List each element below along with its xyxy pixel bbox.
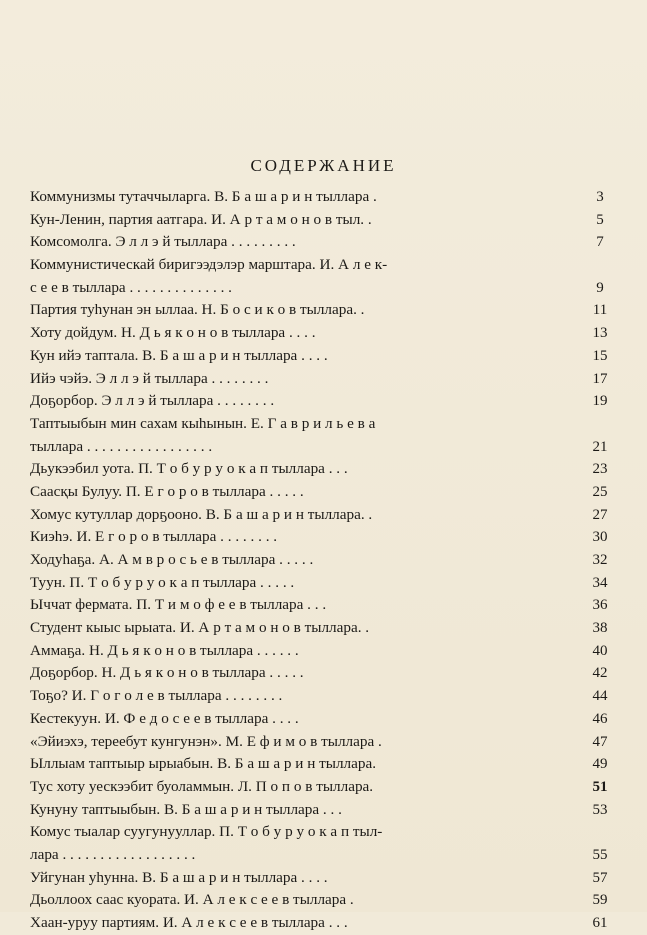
toc-entry: [30, 753, 620, 776]
toc-entry: [30, 277, 620, 300]
toc-entry-text: Аммаҕа. Н. Д ь я к о н о в тыллара . . . . . .: [30, 641, 299, 659]
toc-entry: [30, 776, 620, 799]
toc-entry-page: 51: [592, 778, 608, 795]
toc-entry: [30, 413, 620, 436]
toc-entry-page: 3: [596, 189, 604, 205]
toc-entry-text: лара . . . . . . . . . . . . . . . . . .: [30, 845, 196, 863]
toc-entry: [30, 322, 620, 345]
toc-entry-page: 17: [592, 370, 608, 387]
toc-entry-text: Киэhэ. И. Е г о р о в тыллара . . . . . . . .: [30, 528, 278, 546]
toc-entry-page: 5: [596, 211, 604, 228]
toc-entry-page: 32: [592, 552, 608, 568]
toc-entry-page: 30: [592, 529, 608, 546]
toc-entry: [30, 549, 620, 572]
toc-entry: [30, 844, 620, 867]
toc-entry-page: 11: [592, 302, 608, 319]
toc-entry: [30, 821, 620, 844]
toc-entry: [30, 731, 620, 754]
toc-entry-text: Туун. П. Т о б у р у о к а п тыллара . . . . .: [30, 573, 295, 591]
toc-entry: [30, 594, 620, 617]
toc-entry: [30, 617, 620, 640]
page-title: СОДЕРЖАНИЕ: [250, 156, 397, 175]
toc-entry-text: Ходуhаҕа. А. А м в р о с ь е в тыллара . . . . .: [30, 551, 314, 568]
toc-entry-page: 21: [592, 438, 608, 455]
toc-entry-page: 49: [592, 756, 608, 773]
toc-entry: [30, 889, 620, 912]
toc-entry: [30, 662, 620, 685]
toc-entry-text: Саасқы Булуу. П. Е г о р о в тыллара . . . . .: [30, 482, 304, 500]
toc-entry-text: Комсомолга. Э л л э й тыллара . . . . . . . . .: [30, 233, 296, 251]
toc-entry-text: Студент кыыс ырыата. И. А р т а м о н о в тыллара. .: [30, 619, 370, 637]
toc-entry-page: 23: [592, 461, 608, 478]
toc-entry-text: тыллара . . . . . . . . . . . . . . . . .: [30, 437, 213, 455]
toc-entry-text: Доҕорбор. Н. Д ь я к о н о в тыллара . . . . .: [30, 664, 304, 682]
toc-entry-text: Хаан-уруу партиям. И. А л е к с е е в тыллара . . .: [30, 914, 348, 931]
toc-entry-page: 27: [592, 506, 608, 523]
toc-entry: [30, 458, 620, 481]
toc-entry: [30, 912, 620, 935]
toc-entry-text: Тус хоту уескээбит буоламмын. Л. П о п о в тыллара.: [30, 777, 374, 795]
toc-entry: [30, 368, 620, 391]
toc-entry-text: «Эйиэхэ, тереебут кунгунэн». М. Е ф и м о в тыллара .: [30, 732, 382, 750]
toc-entry-page: 13: [592, 325, 608, 342]
toc-entry-page: 61: [592, 915, 608, 931]
toc-entry-text: Партия туhунан эн ыллаа. Н. Б о с и к о в тыллара. .: [30, 301, 365, 319]
toc-entry-page: 53: [592, 801, 608, 818]
toc-entry-text: Ыччат фермата. П. Т и м о ф е е в тыллара . . .: [30, 596, 327, 614]
toc-entry: [30, 186, 620, 209]
toc-entry-page: 44: [592, 688, 608, 705]
toc-entry-page: 38: [592, 620, 608, 637]
toc-entry-text: Уйгунан уhунна. В. Б а ш а р и н тыллара . . . .: [30, 868, 328, 886]
toc-entry-text: Хомус кутуллар дорҕооно. В. Б а ш а р и н тыллара. .: [30, 505, 373, 523]
toc-entry-text: Коммунистическай биригээдэлэр марштара. И. А л е к-: [30, 256, 388, 274]
toc-entry-page: 7: [596, 234, 604, 251]
toc-entry: [30, 708, 620, 731]
toc-entry-text: с е е в тыллара . . . . . . . . . . . . . .: [30, 278, 232, 296]
toc-entry-page: 15: [592, 347, 608, 364]
toc-entry-text: Ийэ чэйэ. Э л л э й тыллара . . . . . . . .: [30, 369, 269, 387]
toc-entry-page: 25: [592, 483, 608, 500]
toc-entry: [30, 299, 620, 322]
toc-entry-text: Дьоллоох саас куората. И. А л е к с е е в тыллара .: [30, 891, 354, 909]
toc-entry-page: 34: [592, 574, 608, 591]
toc-entry-text: Таптыыбын мин сахам кыhынын. Е. Г а в р и л ь е в а: [30, 414, 376, 432]
table-of-contents: [30, 186, 620, 935]
toc-entry: [30, 436, 620, 459]
toc-entry-page: 57: [592, 869, 608, 886]
toc-entry-page: 59: [592, 892, 608, 909]
toc-entry-page: 19: [592, 393, 608, 410]
toc-entry: [30, 799, 620, 822]
toc-entry: [30, 481, 620, 504]
toc-entry: [30, 345, 620, 368]
toc-entry: [30, 209, 620, 232]
toc-entry-text: Коммунизмы тутаччыларга. В. Б а ш а р и н тыллара .: [30, 188, 377, 205]
toc-entry: [30, 867, 620, 890]
toc-entry-text: Тоҕо? И. Г о г о л е в тыллара . . . . . . . .: [30, 687, 283, 705]
toc-entry-text: Кун-Ленин, партия аатгара. И. А р т а м о н о в тыл. .: [30, 210, 372, 228]
toc-entry: [30, 231, 620, 254]
toc-entry-text: Комус тыалар суугунууллар. П. Т о б у р у о к а п тыл-: [30, 823, 383, 841]
toc-entry: [30, 526, 620, 549]
toc-entry-page: 55: [592, 846, 608, 863]
toc-entry-page: 40: [592, 642, 608, 659]
toc-entry-page: 36: [592, 597, 608, 614]
toc-entry-text: Кун ийэ таптала. В. Б а ш а р и н тыллара . . . .: [30, 346, 328, 364]
toc-entry-text: Ыллыам таптыыр ырыабын. В. Б а ш а р и н тыллара.: [30, 755, 376, 773]
toc-entry: [30, 254, 620, 277]
toc-entry-page: 42: [592, 665, 608, 682]
toc-entry-text: Хоту дойдум. Н. Д ь я к о н о в тыллара . . . .: [30, 324, 316, 342]
toc-entry: [30, 390, 620, 413]
toc-entry-text: Доҕорбор. Э л л э й тыллара . . . . . . . .: [30, 392, 275, 410]
toc-entry: [30, 685, 620, 708]
toc-entry-text: Дьукээбил уота. П. Т о б у р у о к а п тыллара . . .: [30, 460, 348, 478]
toc-entry: [30, 640, 620, 663]
toc-entry-page: 47: [592, 733, 608, 750]
toc-entry-page: 46: [592, 710, 608, 727]
toc-entry-page: 9: [596, 279, 604, 296]
toc-entry: [30, 572, 620, 595]
toc-entry: [30, 504, 620, 527]
toc-entry-text: Кунуну таптыыбын. В. Б а ш а р и н тыллара . . .: [30, 800, 342, 818]
toc-entry-text: Кестекуун. И. Ф е д о с е е в тыллара . . . .: [30, 709, 299, 727]
